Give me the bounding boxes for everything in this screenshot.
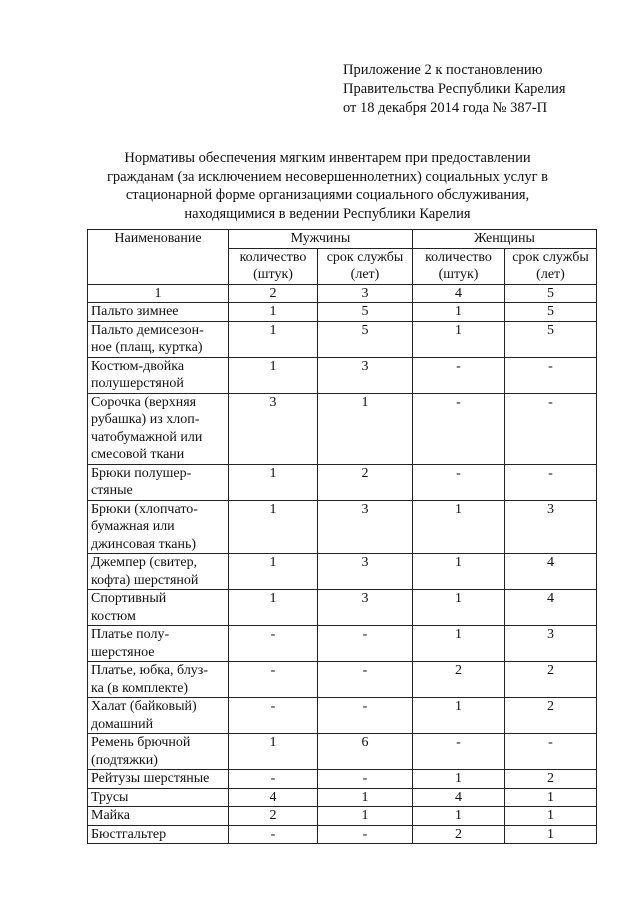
women-term-cell: 3 [505,626,597,662]
men-term-cell: - [318,770,413,789]
table-row [88,807,597,826]
column-number: 4 [413,284,505,303]
women-term-cell: - [505,734,597,770]
norms-table [87,229,597,844]
women-term-cell: 2 [505,662,597,698]
men-qty-cell: 1 [229,464,318,500]
item-name-line: Брюки полушер- [91,465,192,481]
women-qty-cell: 1 [413,554,505,590]
women-term-cell: 1 [505,788,597,807]
item-name [88,807,229,826]
men-term-cell: 1 [318,393,413,464]
women-qty-cell: - [413,357,505,393]
header-women: Женщины [413,230,597,249]
item-name [88,554,229,590]
header-row-groups [88,230,597,249]
appendix-line: Правительства Республики Карелия [343,81,566,97]
item-name [88,321,229,357]
women-term-cell: - [505,357,597,393]
item-name [88,357,229,393]
item-name-line: Платье полу- [91,627,170,642]
item-name-line: ное (плащ, куртка) [91,340,203,355]
header-men: Мужчины [229,230,413,249]
women-qty-cell: - [413,734,505,770]
item-name [88,626,229,662]
women-term-cell: 2 [505,698,597,734]
column-number: 2 [229,284,318,303]
item-name-line: бумажная или [91,519,175,534]
men-term-cell: 3 [318,500,413,554]
women-qty-cell: 1 [413,590,505,626]
men-qty-cell: 1 [229,321,318,357]
item-name-line: ка (в комплекте) [91,680,189,696]
women-qty-cell: 2 [413,662,505,698]
item-name-line: джинсовая ткань) [91,536,197,552]
women-qty-cell: 1 [413,303,505,322]
women-term-cell: - [505,393,597,464]
women-term-cell: 2 [505,770,597,789]
men-qty-cell: 1 [229,357,318,393]
item-name-line: кофта) шерстяной [91,572,199,588]
men-qty-cell: - [229,662,318,698]
item-name [88,788,229,807]
women-term-cell: 5 [505,321,597,357]
table-row [88,464,597,500]
item-name-line: Пальто демисезон- [91,322,204,338]
women-qty-cell: - [413,464,505,500]
table-row [88,554,597,590]
men-term-cell: 3 [318,357,413,393]
item-name-line: Майка [91,808,130,823]
table-row [88,321,597,357]
appendix-line: Приложение 2 к постановлению [343,62,543,78]
item-name [88,393,229,464]
header-men-term: срок службы (лет) [318,248,413,284]
item-name [88,500,229,554]
item-name-line: смесовой ткани [91,447,185,462]
item-name-line: Трусы [91,789,129,805]
women-qty-cell: 2 [413,825,505,844]
item-name-line: Ремень брючной [91,735,191,750]
table-row [88,825,597,844]
men-qty-cell: 4 [229,788,318,807]
women-qty-cell: 1 [413,807,505,826]
table-row [88,788,597,807]
men-term-cell: 2 [318,464,413,500]
women-qty-cell: 1 [413,698,505,734]
item-name-line: Костюм-двойка [91,358,185,374]
header-women-term: срок службы (лет) [505,248,597,284]
women-term-cell: 3 [505,500,597,554]
item-name-line: Джемпер (свитер, [91,555,198,570]
item-name-line: Брюки (хлопчато- [91,501,198,517]
table-row [88,500,597,554]
item-name-line: полушерстяной [91,376,184,391]
item-name [88,770,229,789]
women-qty-cell: 4 [413,788,505,807]
table-row [88,357,597,393]
item-name-line: костюм [91,608,136,624]
item-name-line: шерстяное [91,644,155,660]
item-name-line: (подтяжки) [91,752,158,768]
women-term-cell: 4 [505,554,597,590]
men-term-cell: 5 [318,303,413,322]
women-qty-cell: - [413,393,505,464]
table-row [88,393,597,464]
men-term-cell: 5 [318,321,413,357]
item-name-line: стяные [91,483,133,498]
item-name-line: Рейтузы шерстяные [91,771,210,786]
norms-table-body [88,303,597,844]
header-women-qty: количество (штук) [413,248,505,284]
women-term-cell: 1 [505,825,597,844]
men-qty-cell: 3 [229,393,318,464]
title-line: стационарной форме организациями социального обслуживания, [125,187,530,203]
men-qty-cell: 1 [229,500,318,554]
appendix-reference [343,61,566,118]
column-number: 3 [318,284,413,303]
men-qty-cell: 1 [229,303,318,322]
item-name-line: Платье, юбка, блуз- [91,663,209,678]
men-term-cell: 6 [318,734,413,770]
men-qty-cell: - [229,698,318,734]
item-name [88,825,229,844]
item-name-line: Спортивный [91,591,167,606]
women-term-cell: 5 [505,303,597,322]
table-row [88,303,597,322]
men-term-cell: 3 [318,554,413,590]
men-term-cell: 1 [318,807,413,826]
document-title [80,149,575,223]
women-term-cell: - [505,464,597,500]
men-qty-cell: 1 [229,734,318,770]
men-term-cell: 1 [318,788,413,807]
item-name-line: рубашка) из хлоп- [91,412,200,427]
item-name-line: Бюстгальтер [91,826,167,842]
header-name: Наименование [88,230,229,285]
women-qty-cell: 1 [413,500,505,554]
men-term-cell: 3 [318,590,413,626]
item-name-line: домашний [91,716,154,732]
women-term-cell: 1 [505,807,597,826]
appendix-line: от 18 декабря 2014 года № 387-П [343,100,548,116]
women-qty-cell: 1 [413,626,505,662]
title-line: Нормативы обеспечения мягким инвентарем при предоставлении [124,150,531,166]
item-name-line: Халат (байковый) [91,699,197,714]
table-row [88,698,597,734]
table-row [88,734,597,770]
men-qty-cell: - [229,770,318,789]
item-name [88,464,229,500]
men-qty-cell: - [229,626,318,662]
men-qty-cell: - [229,825,318,844]
item-name [88,734,229,770]
header-men-qty: количество (штук) [229,248,318,284]
women-qty-cell: 1 [413,321,505,357]
men-qty-cell: 1 [229,554,318,590]
title-line: находящимися в ведении Республики Карелия [184,205,471,222]
men-term-cell: - [318,662,413,698]
men-term-cell: - [318,698,413,734]
item-name [88,303,229,322]
men-qty-cell: 2 [229,807,318,826]
men-term-cell: - [318,825,413,844]
title-line: гражданам (за исключением несовершеннолетних) социальных услуг в [106,168,548,185]
men-term-cell: - [318,626,413,662]
women-qty-cell: 1 [413,770,505,789]
item-name [88,698,229,734]
column-number-row [88,284,597,303]
table-row [88,626,597,662]
column-number: 1 [88,284,229,303]
men-qty-cell: 1 [229,590,318,626]
item-name-line: чатобумажной или [91,429,203,445]
column-number: 5 [505,284,597,303]
item-name-line: Сорочка (верхняя [91,394,197,410]
table-row [88,590,597,626]
item-name [88,590,229,626]
item-name-line: Пальто зимнее [91,304,179,319]
women-term-cell: 4 [505,590,597,626]
item-name [88,662,229,698]
table-row [88,770,597,789]
table-row [88,662,597,698]
